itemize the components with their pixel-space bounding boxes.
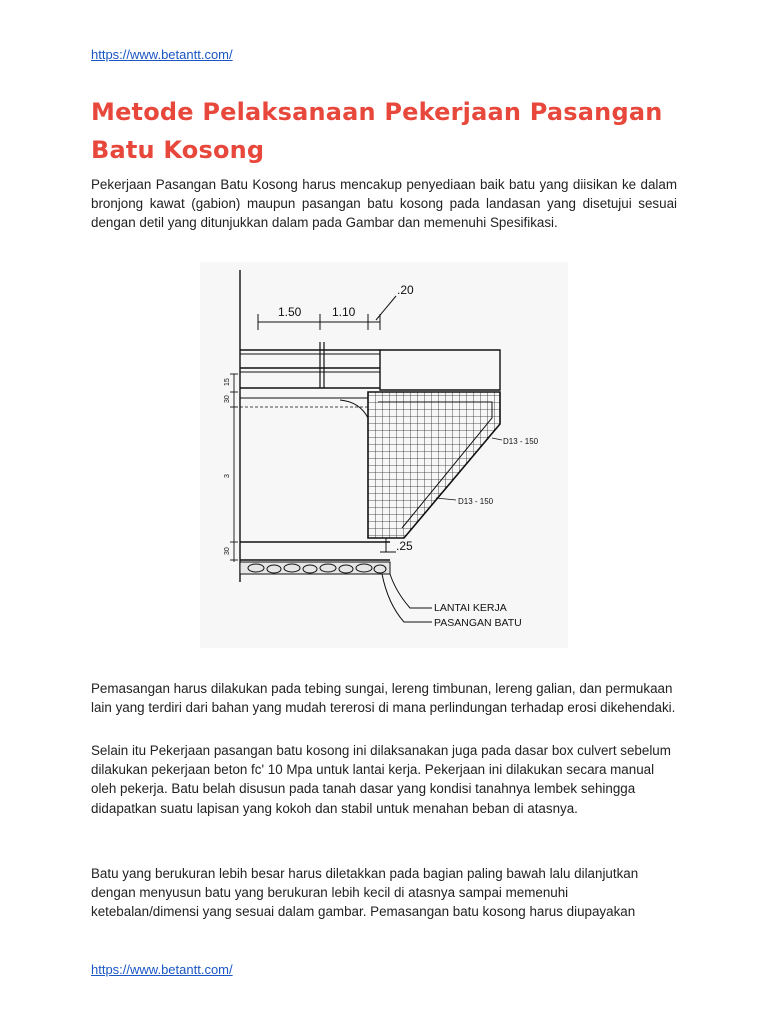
header-link[interactable]: https://www.betantt.com/ xyxy=(91,47,233,62)
dim-1-10: 1.10 xyxy=(332,305,356,319)
dim-0-20: .20 xyxy=(397,283,414,297)
label-pasangan-batu: PASANGAN BATU xyxy=(434,617,522,629)
paragraph-selain: Selain itu Pekerjaan pasangan batu kosong ini dilaksanakan juga pada dasar box culvert sebelum dilakukan pekerjaan beton fc' 10 Mpa untuk lantai kerja. Pekerjaan ini dilakukan secara manual oleh pekerja. Batu belah disusun pada tanah dasar yang kondisi tanahnya lembek sehingga didapatkan suatu lapisan yang kokoh dan stabil untuk menahan beban di atasnya. xyxy=(91,743,671,816)
rebar-label-2: D13 - 150 xyxy=(458,497,494,506)
dim-0-25: .25 xyxy=(396,539,413,553)
paragraph-pemasangan: Pemasangan harus dilakukan pada tebing sungai, lereng timbunan, lereng galian, dan permukaan lain yang terdiri dari bahan yang mudah tererosi di mana perlindungan terhadap erosi dikehendaki. xyxy=(91,681,676,716)
dim-1-50: 1.50 xyxy=(278,305,302,319)
footer-link[interactable]: https://www.betantt.com/ xyxy=(91,962,233,977)
label-lantai-kerja: LANTAI KERJA xyxy=(434,602,507,614)
page-title: Metode Pelaksanaan Pekerjaan Pasangan Batu Kosong xyxy=(91,98,663,164)
dim-3: 3 xyxy=(224,474,231,478)
rebar-label-1: D13 - 150 xyxy=(503,437,539,446)
dim-15: 15 xyxy=(224,378,231,386)
dim-30-bottom: 30 xyxy=(224,547,231,555)
structure-drawing xyxy=(200,262,568,648)
dim-30-top: 30 xyxy=(224,395,231,403)
paragraph-intro: Pekerjaan Pasangan Batu Kosong harus mencakup penyediaan baik batu yang diisikan ke dalam bronjong kawat (gabion) maupun pasangan batu kosong pada landasan yang disetujui sesuai dengan detil yang ditunjukkan dalam pada Gambar dan memenuhi Spesifikasi. xyxy=(91,177,677,231)
reinforced-wall xyxy=(368,392,500,538)
paragraph-batu: Batu yang berukuran lebih besar harus diletakkan pada bagian paling bawah lalu dilanjutkan dengan menyusun batu yang berukuran lebih kecil di atasnya sampai memenuhi ketebalan/dimensi yang sesuai dalam gambar. Pemasangan batu kosong harus diupayakan xyxy=(91,866,639,920)
